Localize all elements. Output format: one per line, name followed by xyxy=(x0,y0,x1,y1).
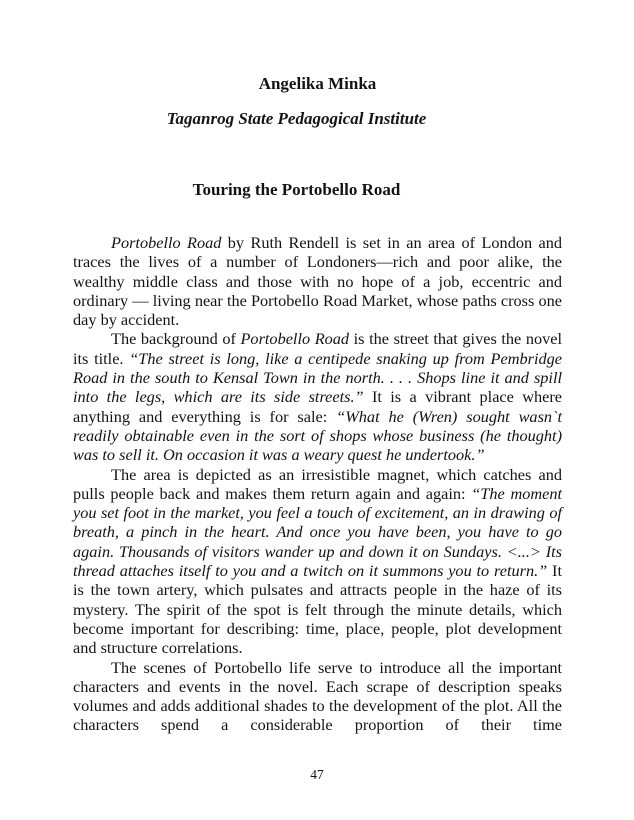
text-run: is the street that gives the novel its title. xyxy=(73,329,563,368)
paragraph xyxy=(73,465,562,658)
paragraph xyxy=(73,658,562,735)
italic-text-run: “The street is long, like a centipede snaking up from Pembridge Road in the south to Kensal Town in the north. . . . Shops line it and spill into the legs, which are its side streets.” xyxy=(73,348,562,407)
italic-text-run: “What he (Wren) sought wasn`t readily obtainable even in the sort of shops whose business (he thought) was to sell it. On occasion it was a weary quest he undertook.” xyxy=(73,406,562,465)
italic-text-run: Portobello Road xyxy=(240,329,350,349)
italic-text-run: “The moment you set foot in the market, you feel a touch of excitement, an in drawing of breath, a pinch in the heart. And once you have been, you have to go again. Thousands of visitors wander up and down it on Sundays. <...> Its thread attaches itself to you and a twitch on it summons you to return.” xyxy=(73,483,563,581)
text-run: It is a vibrant place where anything and everything is for sale: xyxy=(73,387,563,426)
page-number: 47 xyxy=(310,767,324,782)
author-name: Angelika Minka xyxy=(258,74,377,93)
italic-text-run: Portobello Road xyxy=(111,233,222,252)
text-run: The area is depicted as an irresistible magnet, which catches and pulls people back and makes them return again and again: xyxy=(73,464,562,503)
article-title: Touring the Portobello Road xyxy=(192,180,401,199)
text-run: The background of xyxy=(111,329,241,349)
text-run: by Ruth Rendell is set in an area of London and traces the lives of a number of Londoners—rich and poor alike, the wealthy middle class and those with no hope of a job, eccentric and ordinary — living near the Portobello Road Market, whose paths cross one day by accident. xyxy=(73,233,563,330)
paragraph xyxy=(73,329,562,464)
text-run: It is the town artery, which pulsates and attracts people in the haze of its mystery. The spirit of the spot is felt through the minute details, which become important for describing: time, place, people, plot development and structure correlations. xyxy=(73,561,562,658)
author-affiliation: Taganrog State Pedagogical Institute xyxy=(166,109,427,128)
text-run: The scenes of Portobello life serve to introduce all the important characters and events in the novel. Each scrape of description speaks volumes and adds additional shades to the development of the plot. All the characters spend a considerable proportion of their time xyxy=(73,657,562,735)
article-body xyxy=(73,233,562,735)
paragraph xyxy=(73,233,562,329)
